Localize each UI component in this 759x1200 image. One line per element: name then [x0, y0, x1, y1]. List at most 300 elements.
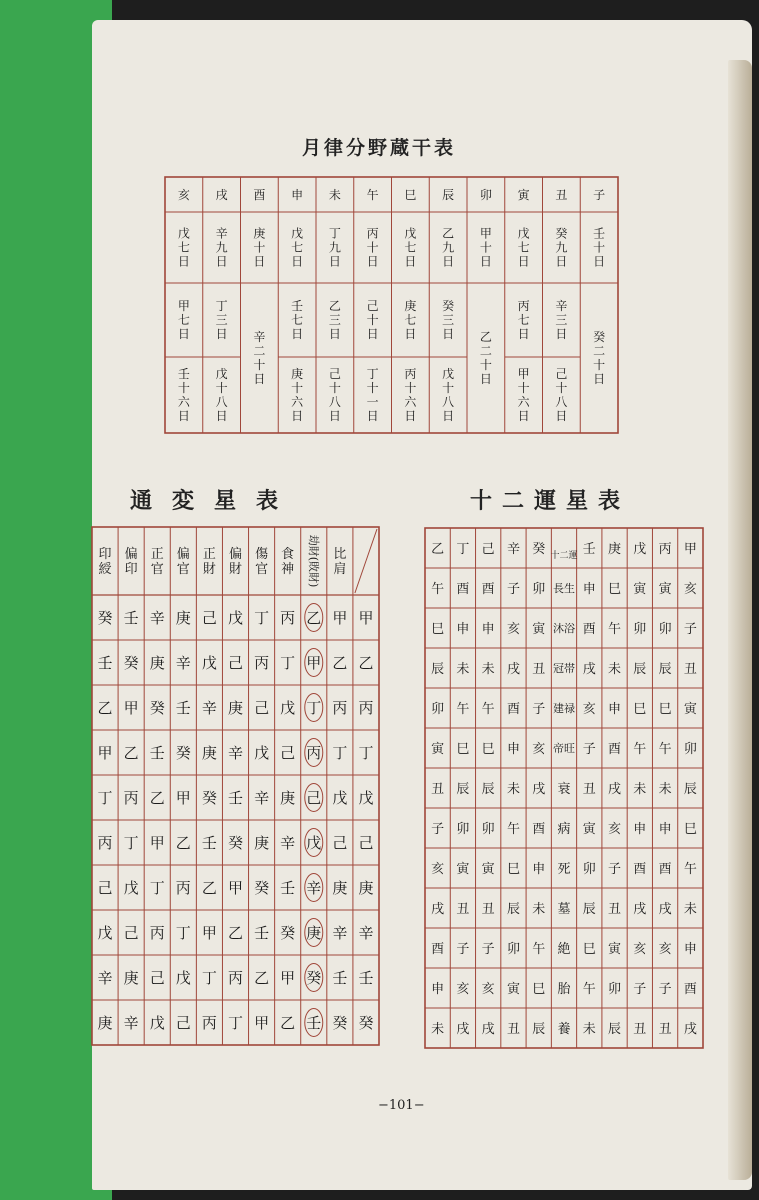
- junun-cell: 巳: [481, 741, 495, 757]
- tsuhen-cell: 甲: [227, 879, 244, 898]
- tsuhen-cell: 癸: [332, 1014, 348, 1033]
- zokkan-cell: 丁三日: [215, 299, 228, 342]
- tsuhen-cell: 庚: [358, 879, 374, 898]
- tsuhen-cell: 辛: [175, 654, 191, 673]
- junun-header-cell: 壬: [582, 541, 596, 557]
- junun-cell: 寅: [532, 621, 546, 637]
- junun-cell: 辰: [431, 661, 445, 677]
- tsuhen-cell: 癸: [149, 699, 165, 718]
- tsuhen-cell: 乙: [280, 1014, 296, 1033]
- zokkan-cell: 癸二十日: [593, 330, 606, 387]
- junun-cell: 辰: [506, 901, 520, 917]
- junun-cell: 亥: [683, 581, 697, 597]
- zokkan-header-cell: 巳: [404, 188, 417, 203]
- tsuhen-cell: 戊: [227, 609, 244, 628]
- zokkan-cell: 戊七日: [291, 226, 304, 269]
- tsuhen-cell: 乙: [358, 654, 374, 673]
- tsuhen-cell: 戊: [97, 924, 113, 943]
- tsuhen-cell: 丙: [254, 654, 270, 673]
- zokkan-header-cell: 未: [328, 188, 341, 203]
- tsuhen-cell: 己: [306, 789, 322, 808]
- zokkan-cell: 癸九日: [555, 226, 568, 269]
- junun-cell: 申: [506, 741, 520, 757]
- zokkan-cell: 辛三日: [555, 299, 568, 342]
- tsuhen-cell: 己: [280, 744, 296, 763]
- zokkan-header-cell: 戌: [215, 188, 228, 203]
- zokkan-header-cell: 酉: [253, 188, 266, 203]
- junun-cell: 丑: [683, 661, 697, 677]
- junun-cell: 卯: [633, 621, 647, 637]
- junun-cell: 丑: [431, 781, 445, 797]
- junun-cell: 申: [683, 941, 697, 957]
- tsuhen-cell: 壬: [280, 879, 296, 898]
- junun-cell: 申: [658, 821, 672, 837]
- junun-cell: 午: [633, 741, 647, 757]
- tsuhen-cell: 丁: [175, 924, 191, 943]
- tsuhen-cell: 丁: [332, 744, 348, 763]
- zokkan-header-cell: 丑: [555, 188, 568, 203]
- junun-cell: 酉: [431, 941, 445, 957]
- junun-cell: 子: [532, 701, 546, 717]
- junun-cell: 辰: [633, 661, 647, 677]
- tsuhen-cell: 丁: [149, 879, 165, 898]
- junun-cell: 寅: [608, 941, 622, 957]
- junun-cell: 卯: [532, 581, 546, 597]
- tsuhen-header-cell: 偏印: [124, 547, 138, 577]
- junun-cell: 巳: [582, 941, 596, 957]
- zokkan-cell: 丁十一日: [366, 367, 379, 424]
- tsuhen-border: [92, 527, 379, 1045]
- junun-header-cell: 癸: [532, 541, 546, 557]
- zokkan-cell: 戊七日: [177, 226, 190, 269]
- tsuhen-cell: 甲: [97, 744, 113, 763]
- tsuhen-cell: 壬: [358, 969, 374, 988]
- junun-cell: 卯: [506, 941, 520, 957]
- tsuhen-cell: 丙: [123, 789, 139, 808]
- junun-header-cell: 庚: [608, 541, 622, 557]
- junun-cell: 子: [431, 821, 445, 837]
- junun-cell: 午: [582, 981, 596, 997]
- tsuhen-cell: 庚: [97, 1014, 113, 1033]
- tsuhen-cell: 乙: [254, 969, 270, 988]
- zokkan-cell: 丁九日: [328, 226, 341, 269]
- tsuhen-cell: 庚: [227, 699, 244, 718]
- junun-cell: 辰: [658, 661, 672, 677]
- tsuhen-cell: 甲: [201, 924, 217, 943]
- junun-cell: 寅: [633, 581, 647, 597]
- zokkan-cell: 己十八日: [555, 367, 568, 424]
- junun-cell: 冠帯: [553, 662, 575, 676]
- junun-cell: 死: [557, 861, 571, 877]
- junun-cell: 午: [658, 741, 672, 757]
- zokkan-cell: 辛二十日: [253, 330, 266, 387]
- junun-cell: 辰: [582, 901, 596, 917]
- tsuhen-cell: 丙: [358, 699, 374, 718]
- tsuhen-cell: 癸: [201, 789, 217, 808]
- zokkan-cell: 辛九日: [215, 226, 228, 269]
- junun-cell: 亥: [582, 701, 596, 717]
- junun-cell: 卯: [431, 701, 445, 717]
- tsuhen-cell: 丁: [358, 744, 374, 763]
- junun-cell: 辰: [481, 781, 495, 797]
- tsuhen-cell: 辛: [280, 834, 296, 853]
- tsuhen-cell: 壬: [175, 699, 191, 718]
- tsuhen-cell: 庚: [332, 879, 348, 898]
- zokkan-cell: 己十日: [366, 299, 379, 342]
- junun-cell: 辰: [683, 781, 697, 797]
- junun-cell: 申: [633, 821, 647, 837]
- junun-cell: 未: [683, 901, 697, 917]
- zokkan-cell: 戊七日: [404, 226, 417, 269]
- title-junun: 十二運星表: [470, 488, 631, 514]
- tsuhen-cell: 乙: [227, 924, 244, 943]
- tsuhen-cell: 庚: [123, 969, 139, 988]
- junun-cell: 丑: [532, 661, 546, 677]
- junun-cell: 卯: [683, 741, 697, 757]
- junun-cell: 辰: [532, 1021, 546, 1037]
- page-number: −101−: [378, 1098, 425, 1113]
- title-zokkan: 月律分野蔵干表: [302, 137, 457, 159]
- tsuhen-cell: 辛: [254, 789, 270, 808]
- tsuhen-cell: 乙: [97, 699, 113, 718]
- tsuhen-cell: 辛: [123, 1014, 139, 1033]
- tsuhen-cell: 庚: [149, 654, 165, 673]
- junun-cell: 未: [532, 901, 546, 917]
- tsuhen-cell: 癸: [280, 924, 296, 943]
- tsuhen-cell: 甲: [149, 834, 165, 853]
- junun-cell: 未: [582, 1021, 596, 1037]
- tsuhen-cell: 壬: [201, 834, 217, 853]
- tsuhen-cell: 戊: [149, 1014, 165, 1033]
- junun-cell: 亥: [658, 941, 672, 957]
- junun-cell: 巳: [658, 701, 672, 717]
- junun-cell: 卯: [456, 821, 470, 837]
- tsuhen-cell: 丁: [97, 789, 113, 808]
- junun-cell: 巳: [608, 581, 622, 597]
- tsuhen-cell: 癸: [175, 744, 191, 763]
- tsuhen-cell: 甲: [123, 699, 139, 718]
- zokkan-cell: 甲七日: [177, 299, 190, 342]
- junun-cell: 戌: [481, 1021, 495, 1037]
- tsuhen-cell: 辛: [97, 969, 113, 988]
- junun-cell: 未: [608, 661, 622, 677]
- junun-cell: 丑: [481, 901, 495, 917]
- junun-cell: 未: [658, 781, 672, 797]
- junun-cell: 衰: [557, 781, 571, 797]
- tsuhen-cell: 丙: [201, 1014, 217, 1033]
- junun-cell: 丑: [633, 1021, 647, 1037]
- junun-cell: 辰: [608, 1021, 622, 1037]
- junun-cell: 巳: [506, 861, 520, 877]
- tsuhen-header-cell: 偏官: [176, 547, 190, 577]
- junun-cell: 未: [506, 781, 520, 797]
- tsuhen-cell: 己: [332, 834, 348, 853]
- tsuhen-cell: 戊: [201, 654, 217, 673]
- junun-cell: 未: [481, 661, 495, 677]
- tsuhen-cell: 甲: [254, 1014, 270, 1033]
- junun-cell: 子: [481, 941, 495, 957]
- tsuhen-cell: 戊: [175, 969, 191, 988]
- tsuhen-cell: 丁: [227, 1014, 244, 1033]
- tsuhen-cell: 丁: [306, 699, 322, 718]
- junun-cell: 寅: [456, 861, 470, 877]
- tsuhen-cell: 己: [123, 924, 139, 943]
- tsuhen-header-cell: 傷官: [255, 547, 269, 577]
- tsuhen-cell: 丙: [332, 699, 348, 718]
- junun-cell: 卯: [582, 861, 596, 877]
- junun-cell: 沐浴: [553, 622, 575, 636]
- junun-cell: 亥: [532, 741, 546, 757]
- tsuhen-cell: 乙: [175, 834, 191, 853]
- tsuhen-cell: 丁: [201, 969, 217, 988]
- tsuhen-cell: 戊: [306, 834, 322, 853]
- zokkan-header-cell: 卯: [479, 188, 492, 203]
- zokkan-cell: 庚十日: [253, 226, 266, 269]
- zokkan-cell: 庚七日: [404, 299, 417, 342]
- tsuhen-header-cell: 印綬: [98, 547, 112, 577]
- tsuhen-cell: 辛: [149, 609, 165, 628]
- junun-cell: 申: [431, 981, 445, 997]
- zokkan-cell: 丙七日: [517, 299, 530, 342]
- junun-header-cell: 乙: [431, 541, 445, 557]
- junun-header-cell: 丙: [658, 541, 672, 557]
- tsuhen-cell: 壬: [332, 969, 348, 988]
- tsuhen-cell: 癸: [123, 654, 139, 673]
- junun-cell: 寅: [481, 861, 495, 877]
- junun-cell: 卯: [658, 621, 672, 637]
- zokkan-header-cell: 亥: [177, 188, 190, 203]
- tsuhen-cell: 甲: [280, 969, 296, 988]
- tsuhen-cell: 丙: [149, 924, 165, 943]
- tsuhen-header-cell: 偏財: [228, 547, 243, 577]
- junun-cell: 墓: [557, 901, 571, 917]
- tsuhen-cell: 庚: [306, 924, 322, 943]
- junun-cell: 未: [456, 661, 470, 677]
- tsuhen-cell: 辛: [227, 744, 244, 763]
- junun-cell: 巳: [683, 821, 697, 837]
- zokkan-cell: 乙二十日: [479, 330, 492, 387]
- junun-cell: 戌: [506, 661, 520, 677]
- zokkan-table: [165, 177, 618, 433]
- zokkan-cell: 乙九日: [442, 226, 455, 269]
- junun-cell: 酉: [532, 821, 546, 837]
- tsuhen-cell: 丙: [97, 834, 113, 853]
- junun-cell: 酉: [658, 861, 672, 877]
- junun-cell: 亥: [456, 981, 470, 997]
- junun-cell: 申: [582, 581, 596, 597]
- zokkan-cell: 丙十六日: [404, 367, 417, 424]
- junun-cell: 戌: [532, 781, 546, 797]
- junun-cell: 午: [532, 941, 546, 957]
- junun-cell: 寅: [431, 741, 445, 757]
- junun-cell: 寅: [582, 821, 596, 837]
- title-tsuhen: 通変星表: [130, 488, 299, 514]
- junun-cell: 長生: [553, 582, 575, 596]
- junun-cell: 子: [506, 581, 520, 597]
- tsuhen-cell: 戊: [123, 879, 139, 898]
- tsuhen-cell: 辛: [201, 699, 217, 718]
- tsuhen-cell: 乙: [149, 789, 165, 808]
- junun-cell: 寅: [506, 981, 520, 997]
- tsuhen-cell: 丁: [123, 834, 139, 853]
- junun-cell: 午: [456, 701, 470, 717]
- junun-cell: 申: [481, 621, 495, 637]
- junun-cell: 巳: [431, 621, 445, 637]
- tsuhen-cell: 戊: [358, 789, 374, 808]
- tsuhen-cell: 丙: [306, 744, 322, 763]
- tsuhen-cell: 甲: [358, 609, 374, 628]
- junun-cell: 寅: [683, 701, 697, 717]
- zokkan-cell: 壬七日: [291, 299, 304, 342]
- tsuhen-cell: 乙: [332, 654, 348, 673]
- zokkan-cell: 乙三日: [328, 299, 341, 342]
- junun-header-cell: 己: [481, 541, 495, 557]
- junun-cell: 丑: [456, 901, 470, 917]
- tsuhen-cell: 戊: [332, 789, 348, 808]
- zokkan-cell: 庚十六日: [291, 367, 304, 424]
- tsuhen-cell: 壬: [306, 1014, 322, 1033]
- tsuhen-cell: 己: [227, 654, 244, 673]
- tsuhen-cell: 己: [97, 879, 113, 898]
- junun-cell: 戌: [582, 661, 596, 677]
- junun-cell: 病: [557, 821, 571, 837]
- junun-cell: 午: [608, 621, 622, 637]
- junun-cell: 酉: [506, 701, 520, 717]
- tsuhen-cell: 戊: [280, 699, 296, 718]
- junun-cell: 申: [608, 701, 622, 717]
- tsuhen-cell: 壬: [254, 924, 270, 943]
- tsuhen-header-cell: 劫財(敗財): [306, 534, 320, 588]
- zokkan-header-cell: 子: [593, 188, 606, 203]
- junun-cell: 亥: [506, 621, 520, 637]
- tsuhen-diagonal: [355, 529, 377, 593]
- tsuhen-cell: 丙: [175, 879, 191, 898]
- junun-header-cell: 甲: [683, 541, 697, 557]
- junun-cell: 午: [481, 701, 495, 717]
- tsuhen-cell: 庚: [254, 834, 270, 853]
- tsuhen-cell: 乙: [123, 744, 139, 763]
- tsuhen-cell: 己: [201, 609, 217, 628]
- tsuhen-cell: 甲: [175, 789, 191, 808]
- junun-cell: 戌: [608, 781, 622, 797]
- tsuhen-cell: 己: [175, 1014, 191, 1033]
- zokkan-cell: 壬十日: [593, 226, 606, 269]
- tsuhen-cell: 壬: [97, 654, 113, 673]
- tsuhen-header-cell: 食神: [281, 547, 295, 577]
- tsuhen-header-cell: 比肩: [333, 547, 347, 577]
- junun-header-cell: 丁: [456, 541, 470, 557]
- junun-cell: 戌: [633, 901, 647, 917]
- zokkan-cell: 甲十日: [479, 226, 492, 269]
- zokkan-header-cell: 午: [366, 188, 379, 203]
- tsuhen-cell: 癸: [306, 969, 322, 988]
- junun-cell: 丑: [506, 1021, 520, 1037]
- zokkan-cell: 己十八日: [328, 367, 341, 424]
- junun-cell: 丑: [582, 781, 596, 797]
- junun-cell: 未: [431, 1021, 445, 1037]
- tsuhen-cell: 壬: [227, 789, 244, 808]
- junun-cell: 戌: [658, 901, 672, 917]
- junun-cell: 午: [506, 821, 520, 837]
- junun-cell: 帝旺: [553, 742, 575, 756]
- junun-cell: 辰: [456, 781, 470, 797]
- tsuhen-table: [92, 527, 379, 1045]
- junun-cell: 午: [431, 581, 445, 597]
- tsuhen-cell: 丙: [227, 969, 244, 988]
- junun-cell: 亥: [608, 821, 622, 837]
- tsuhen-header-cell: 正財: [202, 547, 216, 577]
- tsuhen-cell: 乙: [201, 879, 217, 898]
- zokkan-cell: 甲十六日: [517, 367, 530, 424]
- tsuhen-cell: 癸: [254, 879, 270, 898]
- junun-cell: 卯: [608, 981, 622, 997]
- junun-cell: 酉: [481, 581, 495, 597]
- junun-cell: 申: [456, 621, 470, 637]
- junun-cell: 子: [456, 941, 470, 957]
- tsuhen-cell: 辛: [358, 924, 374, 943]
- tsuhen-cell: 己: [149, 969, 165, 988]
- junun-cell: 丑: [608, 901, 622, 917]
- junun-cell: 亥: [633, 941, 647, 957]
- zokkan-cell: 戊十八日: [215, 367, 228, 424]
- tsuhen-cell: 甲: [332, 609, 348, 628]
- junun-cell: 子: [683, 621, 697, 637]
- junun-cell: 巳: [633, 701, 647, 717]
- zokkan-header-cell: 辰: [442, 188, 455, 203]
- tsuhen-cell: 癸: [97, 609, 113, 628]
- junun-cell: 戌: [683, 1021, 697, 1037]
- tsuhen-cell: 丁: [254, 609, 270, 628]
- tsuhen-cell: 癸: [358, 1014, 374, 1033]
- tsuhen-cell: 辛: [332, 924, 348, 943]
- junun-cell: 子: [608, 861, 622, 877]
- junun-cell: 酉: [683, 981, 697, 997]
- zokkan-cell: 戊七日: [517, 226, 530, 269]
- junun-header-cell: 辛: [506, 541, 520, 557]
- junun-cell: 胎: [557, 981, 571, 997]
- junun-cell: 戌: [431, 901, 445, 917]
- tsuhen-cell: 乙: [306, 609, 322, 628]
- tsuhen-cell: 癸: [227, 834, 244, 853]
- junun-cell: 建禄: [553, 702, 575, 716]
- tsuhen-cell: 壬: [149, 744, 165, 763]
- tsuhen-cell: 戊: [254, 744, 270, 763]
- junun-header-cell: 戊: [633, 541, 647, 557]
- junun-cell: 戌: [456, 1021, 470, 1037]
- junun-cell: 巳: [456, 741, 470, 757]
- junun-header-cell: 十二運: [550, 550, 578, 561]
- junun-cell: 寅: [658, 581, 672, 597]
- tsuhen-cell: 己: [254, 699, 270, 718]
- tsuhen-cell: 辛: [306, 879, 322, 898]
- junun-table: [425, 528, 703, 1048]
- junun-cell: 絶: [557, 941, 571, 957]
- tsuhen-cell: 丙: [280, 609, 296, 628]
- junun-cell: 子: [658, 981, 672, 997]
- tsuhen-cell: 壬: [123, 609, 139, 628]
- tsuhen-cell: 己: [358, 834, 374, 853]
- zokkan-cell: 壬十六日: [177, 367, 190, 424]
- junun-cell: 酉: [608, 741, 622, 757]
- zokkan-cell: 丙十日: [366, 226, 379, 269]
- junun-cell: 酉: [633, 861, 647, 877]
- tsuhen-cell: 丁: [280, 654, 296, 673]
- tsuhen-cell: 庚: [280, 789, 296, 808]
- zokkan-header-cell: 申: [291, 188, 304, 203]
- junun-cell: 亥: [431, 861, 445, 877]
- junun-cell: 午: [683, 861, 697, 877]
- tsuhen-header-cell: 正官: [150, 547, 164, 577]
